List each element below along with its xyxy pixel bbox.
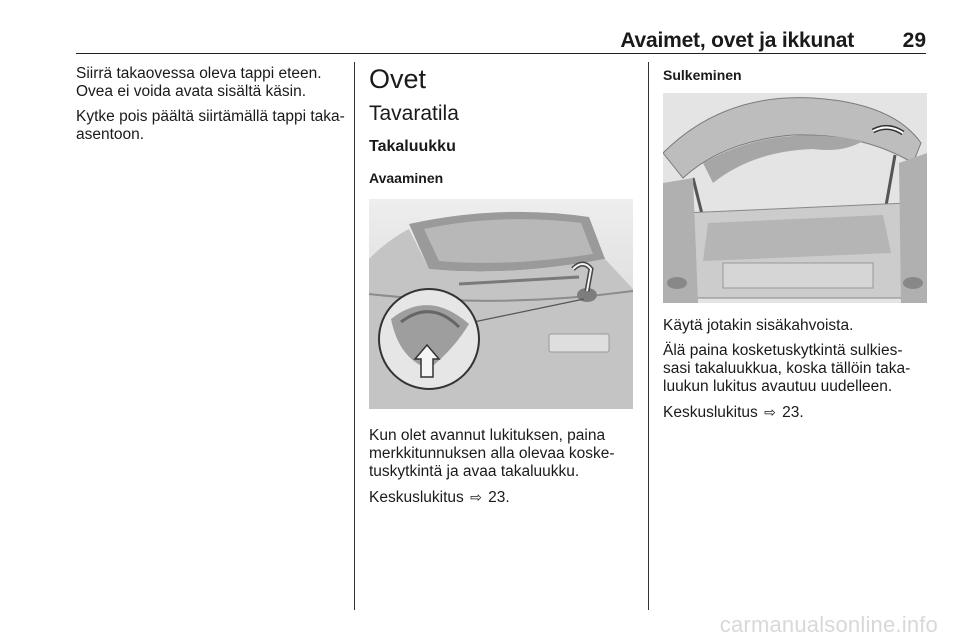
column-divider — [648, 62, 649, 610]
xref-label: Keskuslukitus — [369, 489, 464, 506]
section-heading: Ovet — [369, 64, 427, 94]
tailgate-opening-illustration — [369, 199, 633, 409]
xref-page: 23. — [488, 489, 510, 506]
column-left — [76, 65, 346, 151]
column-middle — [369, 65, 639, 514]
page-reference-icon: ⇨ — [764, 404, 776, 420]
watermark: carmanualsonline.info — [719, 612, 938, 637]
paragraph: Siirrä takaovessa oleva tappi eteen. Ovea ei voida avata sisältä käsin. — [76, 65, 322, 100]
page-header — [76, 26, 926, 52]
cross-reference[interactable] — [369, 488, 639, 507]
column-divider — [354, 62, 355, 610]
procedure-heading: Sulkeminen — [663, 67, 742, 83]
cross-reference[interactable] — [663, 403, 927, 422]
topic-heading: Takaluukku — [369, 138, 456, 155]
page-reference-icon: ⇨ — [470, 489, 482, 505]
procedure-heading: Avaaminen — [369, 170, 444, 186]
tailgate-closing-illustration — [663, 93, 927, 303]
paragraph: Käytä jotakin sisäkahvoista. — [663, 317, 854, 334]
paragraph: Älä paina kosketuskytkintä sulkies-sasi takaluukkua, koska tällöin taka-luukun lukitus avautuu uudelleen. — [663, 342, 911, 395]
xref-page: 23. — [782, 404, 804, 421]
xref-label: Keskuslukitus — [663, 404, 758, 421]
paragraph: Kun olet avannut lukituksen, paina merkkitunnuksen alla olevaa koske-tuskytkintä ja avaa takaluukku. — [369, 427, 615, 480]
header-title: Avaimet, ovet ja ikkunat — [620, 29, 854, 52]
subsection-heading: Tavaratila — [369, 102, 459, 125]
header-rule — [76, 53, 926, 54]
paragraph: Kytke pois päältä siirtämällä tappi taka-asentoon. — [76, 108, 345, 143]
page-number: 29 — [902, 29, 926, 52]
column-right — [663, 65, 927, 429]
